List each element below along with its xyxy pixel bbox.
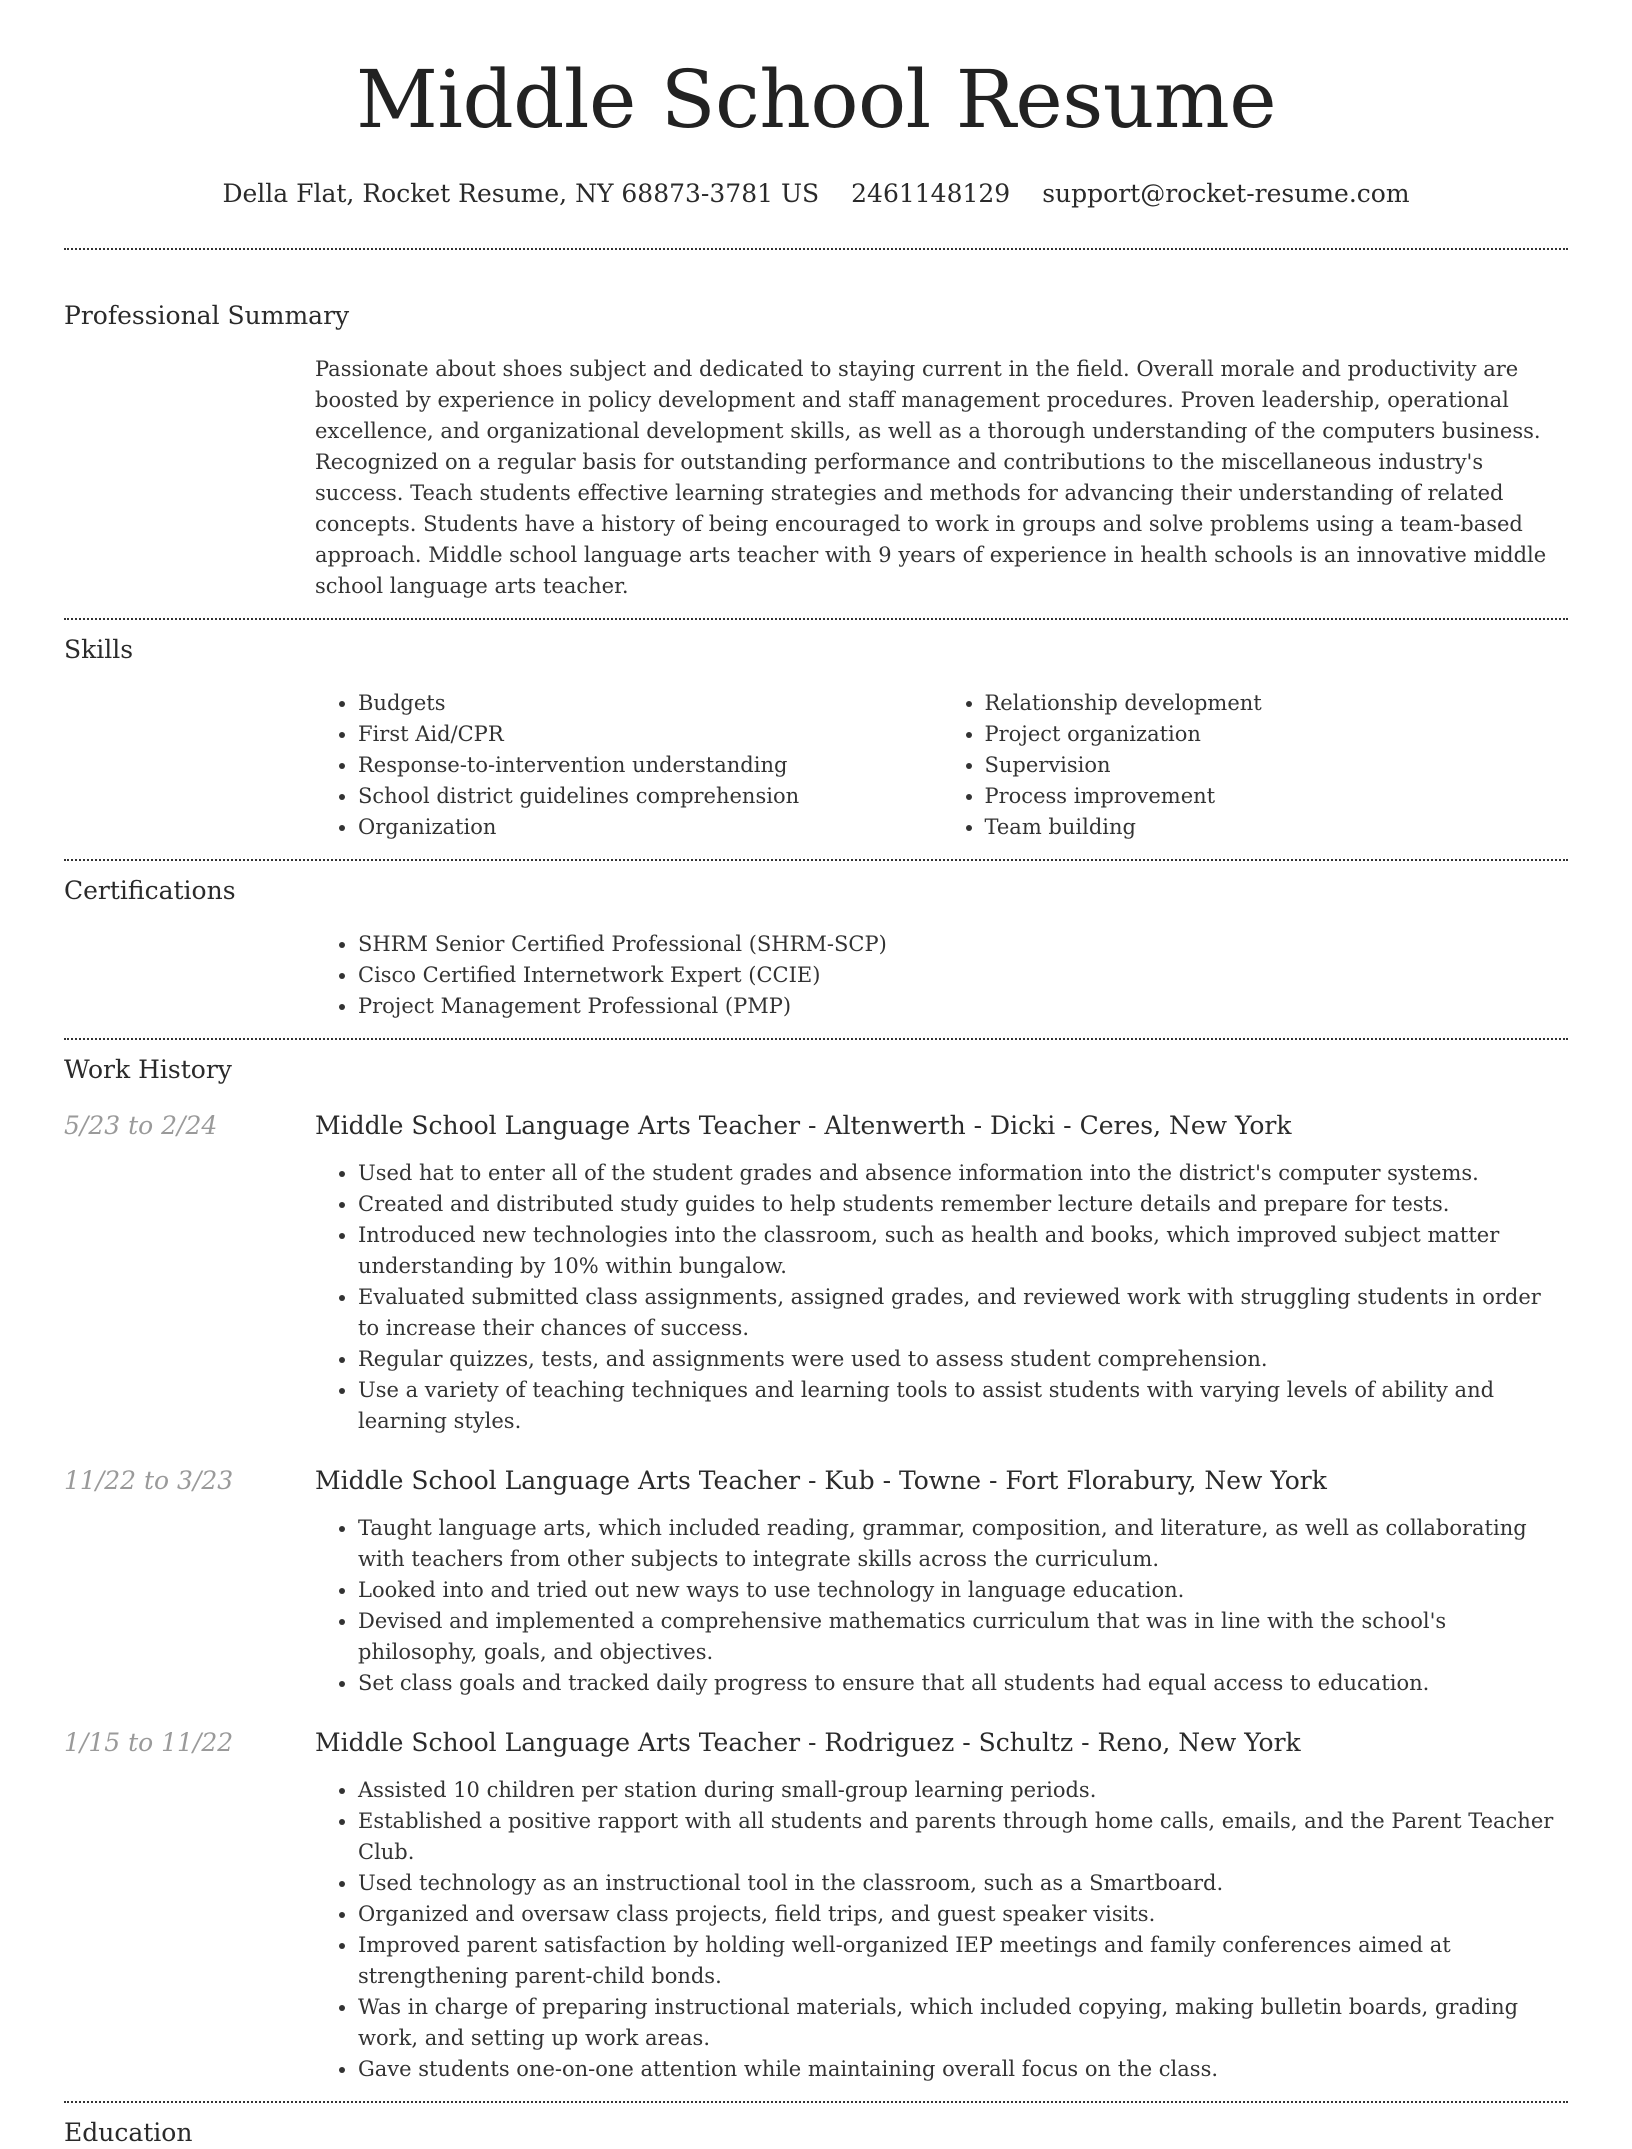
job-bullet: • Assisted 10 children per station during small-group learning periods. (358, 1775, 1568, 1806)
contact-email: support@rocket-resume.com (1042, 179, 1410, 208)
skill-item: • Response-to-intervention understanding (358, 750, 942, 781)
skill-item: • Organization (358, 812, 942, 843)
certification-item: • Cisco Certified Internetwork Expert (CCIE) (358, 960, 1568, 991)
resume-page (64, 0, 1568, 2149)
skill-item: • Project organization (985, 719, 1569, 750)
skills-section (64, 620, 1568, 843)
job-bullet: • Use a variety of teaching techniques and learning tools to assist students with varying levels of ability and learning styles. (358, 1375, 1568, 1437)
certifications-section (64, 861, 1568, 1022)
skill-item: • Team building (985, 812, 1569, 843)
job-dates: 5/23 to 2/24 (64, 1111, 218, 1140)
job-bullets (315, 1775, 1568, 2085)
certifications-list (315, 929, 1568, 1022)
job-title: Middle School Language Arts Teacher - Kub - Towne - Fort Florabury, New York (315, 1466, 1327, 1495)
job-entry (64, 1465, 1568, 1699)
work-history-section (64, 1040, 1568, 2085)
job-title: Middle School Language Arts Teacher - Rodriguez - Schultz - Reno, New York (315, 1728, 1301, 1757)
summary-heading: Professional Summary (64, 301, 350, 330)
job-bullet: • Used technology as an instructional tool in the classroom, such as a Smartboard. (358, 1868, 1568, 1899)
job-dates: 11/22 to 3/23 (64, 1466, 234, 1495)
education-section (64, 2103, 1568, 2149)
job-bullet: • Devised and implemented a comprehensive mathematics curriculum that was in line with the school's philosophy, goals, and objectives. (358, 1606, 1568, 1668)
job-bullets (315, 1513, 1568, 1699)
summary-text: Passionate about shoes subject and dedicated to staying current in the field. Overall morale and productivity are boosted by experience in policy development and staff management procedures. Proven leadership, operational excellence, and organizational development skills, as well as a thorough understanding of the computers business. Recognized on a regular basis for outstanding performance and contributions to the miscellaneous industry's success. Teach students effective learning strategies and methods for advancing their understanding of related concepts. Students have a history of being encouraged to work in groups and solve problems using a team-based approach. Middle school language arts teacher with 9 years of experience in health schools is an innovative middle school language arts teacher. (315, 357, 1547, 598)
job-bullet: • Regular quizzes, tests, and assignments were used to assess student comprehension. (358, 1344, 1568, 1375)
education-heading: Education (64, 2118, 193, 2147)
job-bullet: • Organized and oversaw class projects, field trips, and guest speaker visits. (358, 1899, 1568, 1930)
skill-item: • Process improvement (985, 781, 1569, 812)
job-bullet: • Created and distributed study guides to help students remember lecture details and prepare for tests. (358, 1189, 1568, 1220)
job-bullet: • Looked into and tried out new ways to use technology in language education. (358, 1575, 1568, 1606)
work-history-heading: Work History (64, 1055, 232, 1084)
certification-item: • SHRM Senior Certified Professional (SHRM-SCP) (358, 929, 1568, 960)
skills-heading: Skills (64, 635, 134, 664)
certifications-heading: Certifications (64, 876, 236, 905)
job-bullet: • Improved parent satisfaction by holding well-organized IEP meetings and family conferences aimed at strengthening parent-child bonds. (358, 1930, 1568, 1992)
contact-line (64, 178, 1568, 210)
skill-item: • School district guidelines comprehension (358, 781, 942, 812)
job-bullet: • Set class goals and tracked daily progress to ensure that all students had equal access to education. (358, 1668, 1568, 1699)
resume-title: Middle School Resume (355, 53, 1277, 146)
job-bullet: • Introduced new technologies into the classroom, such as health and books, which improved subject matter understanding by 10% within bungalow. (358, 1220, 1568, 1282)
job-dates: 1/15 to 11/22 (64, 1728, 234, 1757)
certification-item: • Project Management Professional (PMP) (358, 991, 1568, 1022)
job-bullet: • Evaluated submitted class assignments, assigned grades, and reviewed work with struggling students in order to increase their chances of success. (358, 1282, 1568, 1344)
skill-item: • First Aid/CPR (358, 719, 942, 750)
summary-section (64, 250, 1568, 602)
job-title: Middle School Language Arts Teacher - Altenwerth - Dicki - Ceres, New York (315, 1111, 1292, 1140)
skill-item: • Relationship development (985, 688, 1569, 719)
job-bullet: • Gave students one-on-one attention while maintaining overall focus on the class. (358, 2054, 1568, 2085)
job-entry (64, 1727, 1568, 2085)
skill-item: • Budgets (358, 688, 942, 719)
job-entry (64, 1110, 1568, 1437)
job-bullet: • Was in charge of preparing instructional materials, which included copying, making bulletin boards, grading work, and setting up work areas. (358, 1992, 1568, 2054)
job-bullet: • Established a positive rapport with all students and parents through home calls, emails, and the Parent Teacher Club. (358, 1806, 1568, 1868)
contact-address: Della Flat, Rocket Resume, NY 68873-3781 US (222, 179, 820, 208)
job-bullets (315, 1158, 1568, 1437)
job-bullet: • Used hat to enter all of the student grades and absence information into the district's computer systems. (358, 1158, 1568, 1189)
contact-phone: 2461148129 (851, 179, 1011, 208)
skill-item: • Supervision (985, 750, 1569, 781)
skills-list-left (315, 688, 942, 843)
skills-list-right (942, 688, 1569, 843)
job-bullet: • Taught language arts, which included reading, grammar, composition, and literature, as well as collaborating with teachers from other subjects to integrate skills across the curriculum. (358, 1513, 1568, 1575)
